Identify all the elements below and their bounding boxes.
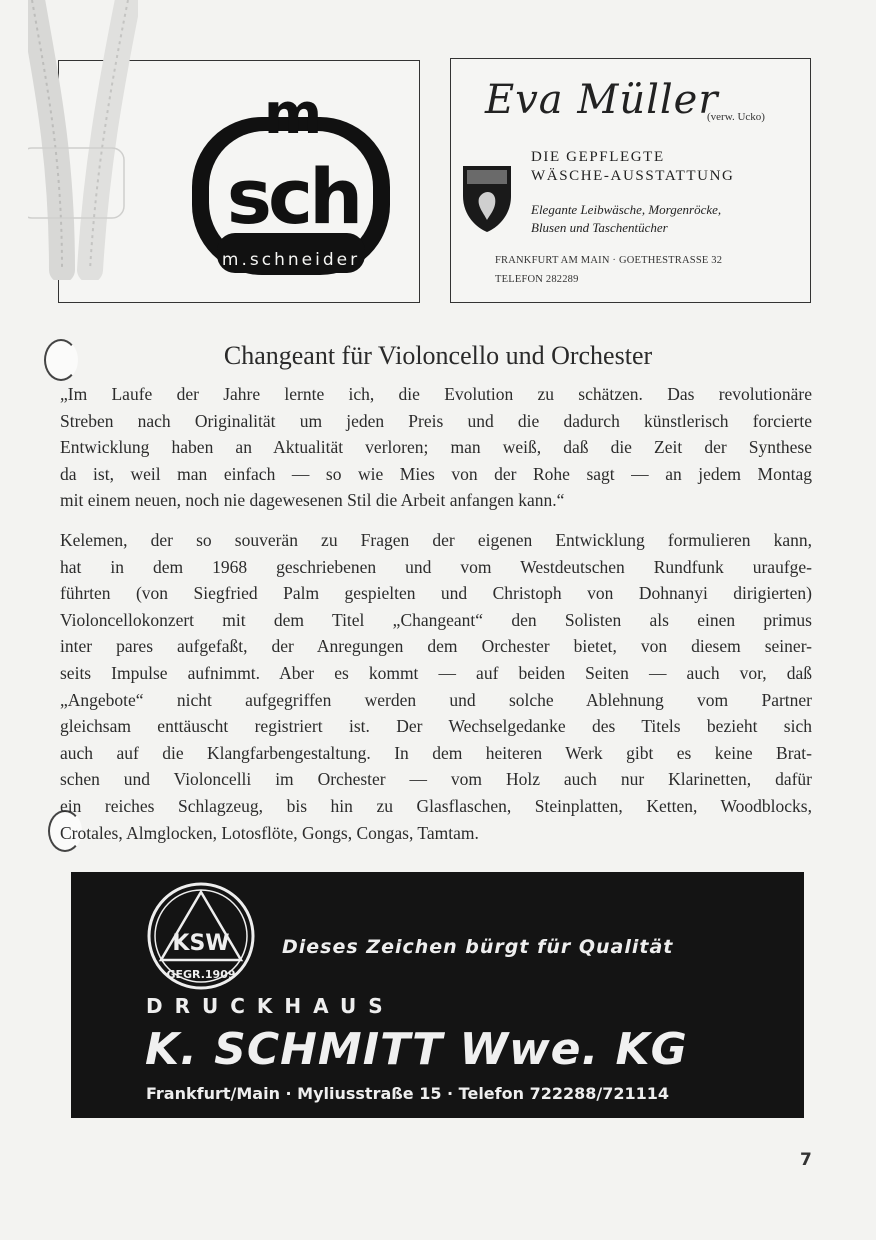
text-line: Violoncellokonzert mit dem Titel „Changeant“ den Solisten als einen primus — [60, 609, 812, 630]
logo-sch: sch — [226, 152, 360, 241]
text-line: da ist, weil man einfach — so wie Mies von der Rohe sagt — an jedem Montag — [60, 463, 812, 484]
page-number: 7 — [800, 1150, 812, 1170]
logo-m: m — [263, 82, 323, 147]
eva-tagline-1: DIE GEPFLEGTE — [531, 149, 665, 165]
text-line: hat in dem 1968 geschriebenen und vom Westdeutschen Rundfunk uraufge- — [60, 556, 812, 577]
text-line: „Angebote“ nicht aufgegriffen werden und solche Ablehnung vom Partner — [60, 689, 812, 710]
article-paragraph-1 — [60, 381, 812, 514]
druckhaus-slogan: Dieses Zeichen bürgt für Qualität — [282, 936, 674, 958]
ksw-logo — [145, 880, 257, 992]
druckhaus-name: K. SCHMITT Wwe. KG — [145, 1024, 688, 1075]
text-line: gleichsam enttäuscht registriert ist. Der Wechselgedanke des Titels bezieht sich — [60, 716, 812, 737]
eva-note: (verw. Ucko) — [707, 111, 765, 123]
text-line: Entwicklung haben an Aktualität verloren; man weiß, daß die Zeit der Synthese — [60, 437, 812, 458]
text-line: seits Impulse aufnimmt. Aber es kommt — auf beiden Seiten — auch vor, daß — [60, 662, 812, 683]
eva-address: FRANKFURT AM MAIN · GOETHESTRASSE 32 — [495, 255, 723, 266]
article-paragraph-2 — [60, 527, 812, 846]
eva-description-2: Blusen und Taschentücher — [531, 220, 668, 235]
text-line: inter pares aufgefaßt, der Anregungen dem Orchester bietet, von diesem seiner- — [60, 636, 812, 657]
ksw-founded: GEGR.1909 — [166, 968, 236, 981]
text-line: schen und Violoncelli im Orchester — vom Holz auch nur Klarinetten, dafür — [60, 769, 812, 790]
text-line: Crotales, Almglocken, Lotosflöte, Gongs, Congas, Tamtam. — [60, 822, 479, 843]
text-line: ein reiches Schlagzeug, bis hin zu Glasflaschen, Steinplatten, Ketten, Woodblocks, — [60, 795, 812, 816]
eva-tagline-2: WÄSCHE-AUSSTATTUNG — [531, 168, 735, 184]
text-line: führten (von Siegfried Palm gespielten und Christoph von Dohnanyi dirigierten) — [60, 583, 812, 604]
eva-name: Eva Müller — [485, 77, 719, 123]
text-line: mit einem neuen, noch nie dagewesenen Stil die Arbeit anfangen kann.“ — [60, 490, 565, 511]
binding-string — [28, 0, 138, 280]
article-title: Changeant für Violoncello und Orchester — [223, 341, 653, 370]
text-line: auch auf die Klangfarbengestaltung. In dem heiteren Werk gibt es keine Brat- — [60, 742, 812, 763]
druckhaus-address: Frankfurt/Main · Myliusstraße 15 · Telefon 722288/721114 — [146, 1084, 670, 1103]
text-line: Kelemen, der so souverän zu Fragen der eigenen Entwicklung formulieren kann, — [60, 530, 812, 550]
text-line: Streben nach Originalität um jeden Preis und die dadurch künstlerisch forcierte — [60, 410, 812, 431]
text-line: „Im Laufe der Jahre lernte ich, die Evolution zu schätzen. Das revolutionäre — [60, 384, 812, 404]
logo-schneider: m.schneider — [221, 250, 361, 270]
ksw-letters: KSW — [172, 931, 230, 956]
eva-description-1: Elegante Leibwäsche, Morgenröcke, — [531, 202, 722, 217]
crest-icon — [459, 162, 515, 234]
druckhaus-label: DRUCKHAUS — [146, 994, 395, 1018]
ad-druckhaus — [71, 872, 804, 1118]
eva-phone: TELEFON 282289 — [495, 274, 579, 285]
ad-eva-mueller — [450, 58, 811, 303]
